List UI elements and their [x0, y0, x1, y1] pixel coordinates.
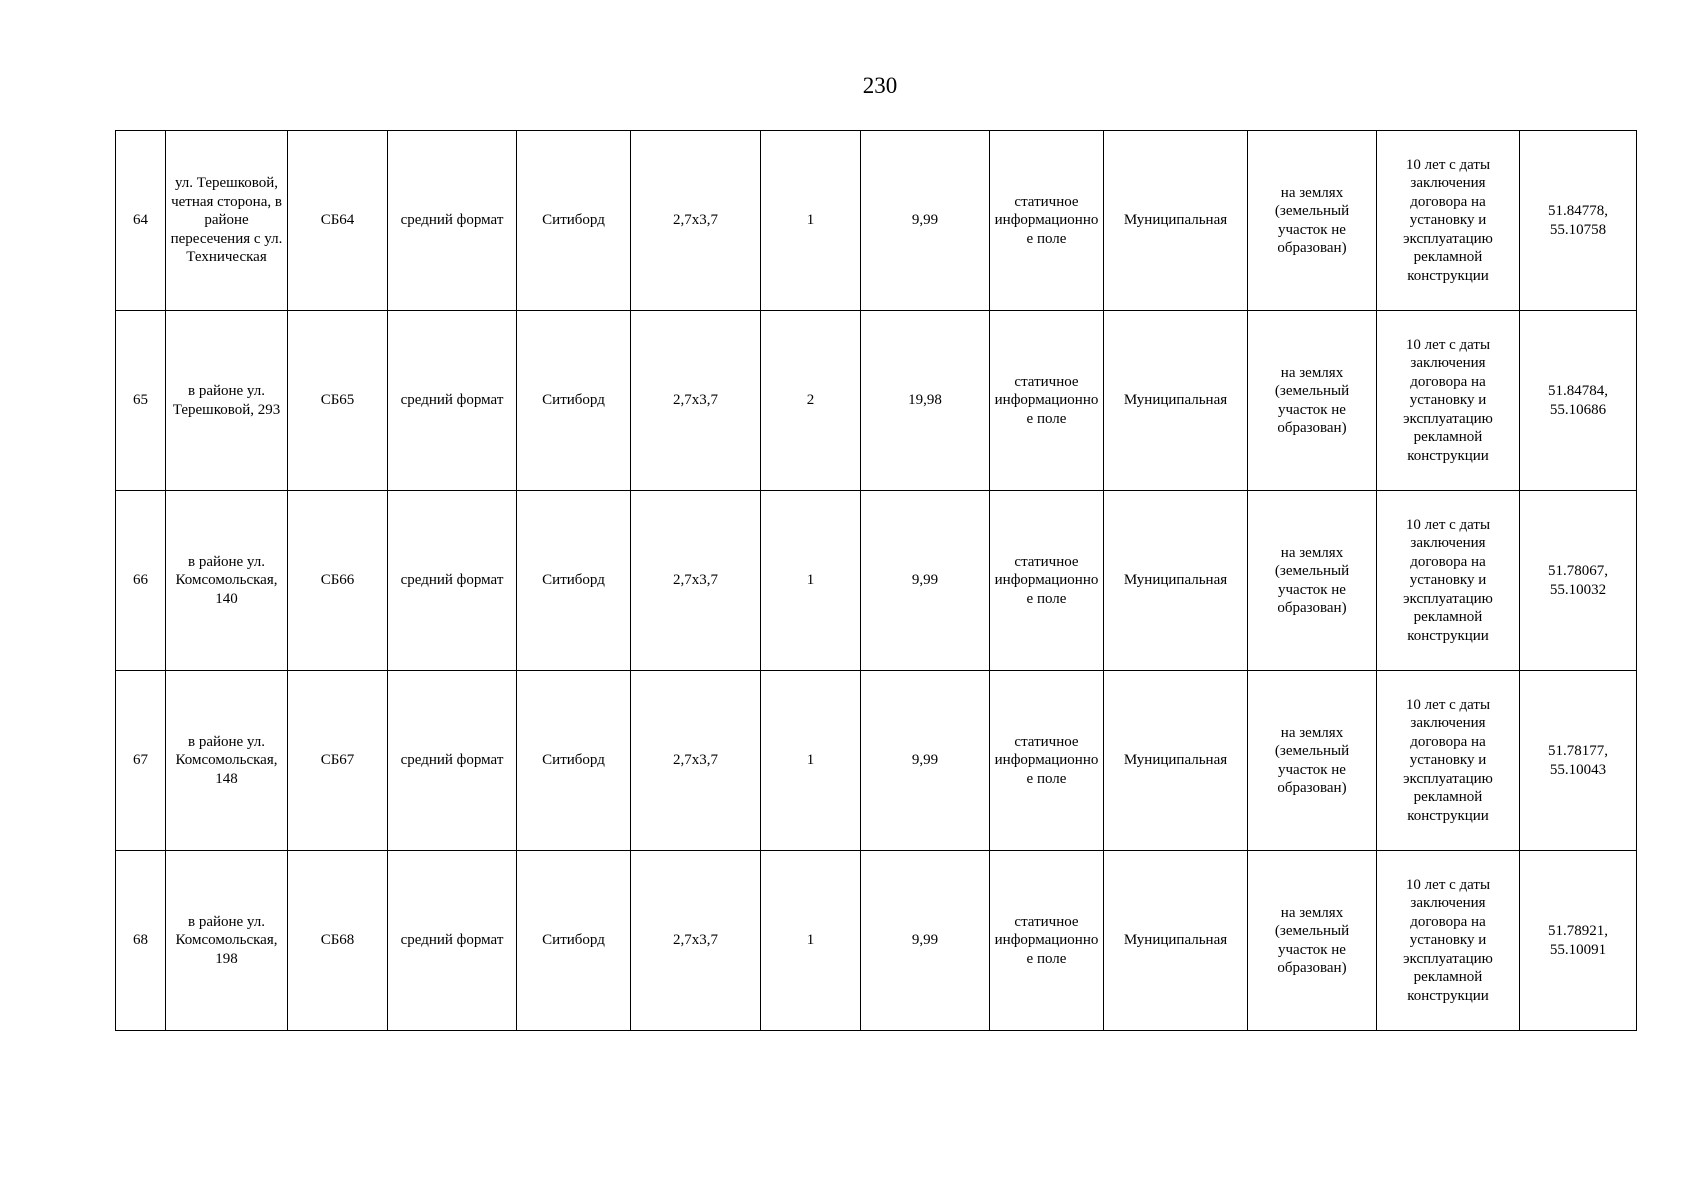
cell-type: Ситиборд [517, 851, 631, 1031]
cell-address: в районе ул. Терешковой, 293 [166, 311, 288, 491]
cell-format: средний формат [388, 131, 517, 311]
cell-land: на землях (земельный участок не образован) [1248, 311, 1377, 491]
cell-sides: 1 [761, 491, 861, 671]
cell-land: на землях (земельный участок не образован) [1248, 131, 1377, 311]
cell-ownership: Муниципальная [1104, 311, 1248, 491]
cell-format: средний формат [388, 671, 517, 851]
cell-coordinates: 51.84784, 55.10686 [1520, 311, 1637, 491]
cell-term: 10 лет с даты заключения договора на установку и эксплуатацию рекламной конструкции [1377, 131, 1520, 311]
cell-type: Ситиборд [517, 311, 631, 491]
cell-size: 2,7x3,7 [631, 311, 761, 491]
cell-number: 67 [116, 671, 166, 851]
cell-address: в районе ул. Комсомольская, 140 [166, 491, 288, 671]
cell-address: в районе ул. Комсомольская, 198 [166, 851, 288, 1031]
cell-code: СБ66 [288, 491, 388, 671]
cell-number: 65 [116, 311, 166, 491]
cell-sides: 1 [761, 131, 861, 311]
cell-type: Ситиборд [517, 491, 631, 671]
cell-ownership: Муниципальная [1104, 851, 1248, 1031]
table-row [116, 671, 1637, 851]
table-row [116, 851, 1637, 1031]
cell-area: 9,99 [861, 131, 990, 311]
cell-land: на землях (земельный участок не образован) [1248, 671, 1377, 851]
cell-code: СБ68 [288, 851, 388, 1031]
cell-coordinates: 51.78067, 55.10032 [1520, 491, 1637, 671]
cell-format: средний формат [388, 851, 517, 1031]
cell-size: 2,7x3,7 [631, 491, 761, 671]
table-row [116, 491, 1637, 671]
cell-coordinates: 51.78177, 55.10043 [1520, 671, 1637, 851]
cell-land: на землях (земельный участок не образован) [1248, 851, 1377, 1031]
cell-field: статичное информационное поле [990, 671, 1104, 851]
advertising-structures-table [115, 130, 1637, 1031]
cell-type: Ситиборд [517, 671, 631, 851]
cell-code: СБ65 [288, 311, 388, 491]
cell-sides: 2 [761, 311, 861, 491]
cell-format: средний формат [388, 311, 517, 491]
cell-ownership: Муниципальная [1104, 671, 1248, 851]
cell-area: 9,99 [861, 491, 990, 671]
cell-area: 9,99 [861, 671, 990, 851]
cell-number: 66 [116, 491, 166, 671]
cell-term: 10 лет с даты заключения договора на установку и эксплуатацию рекламной конструкции [1377, 311, 1520, 491]
cell-sides: 1 [761, 671, 861, 851]
cell-number: 64 [116, 131, 166, 311]
cell-term: 10 лет с даты заключения договора на установку и эксплуатацию рекламной конструкции [1377, 491, 1520, 671]
cell-size: 2,7x3,7 [631, 851, 761, 1031]
cell-term: 10 лет с даты заключения договора на установку и эксплуатацию рекламной конструкции [1377, 851, 1520, 1031]
cell-term: 10 лет с даты заключения договора на установку и эксплуатацию рекламной конструкции [1377, 671, 1520, 851]
cell-field: статичное информационное поле [990, 851, 1104, 1031]
cell-code: СБ67 [288, 671, 388, 851]
cell-number: 68 [116, 851, 166, 1031]
cell-area: 19,98 [861, 311, 990, 491]
cell-coordinates: 51.84778, 55.10758 [1520, 131, 1637, 311]
cell-field: статичное информационное поле [990, 131, 1104, 311]
cell-address: в районе ул. Комсомольская, 148 [166, 671, 288, 851]
cell-coordinates: 51.78921, 55.10091 [1520, 851, 1637, 1031]
cell-area: 9,99 [861, 851, 990, 1031]
cell-land: на землях (земельный участок не образован) [1248, 491, 1377, 671]
cell-size: 2,7x3,7 [631, 131, 761, 311]
cell-type: Ситиборд [517, 131, 631, 311]
table-row [116, 131, 1637, 311]
cell-field: статичное информационное поле [990, 311, 1104, 491]
page-number: 230 [862, 73, 898, 98]
cell-sides: 1 [761, 851, 861, 1031]
cell-field: статичное информационное поле [990, 491, 1104, 671]
cell-code: СБ64 [288, 131, 388, 311]
cell-ownership: Муниципальная [1104, 491, 1248, 671]
table-row [116, 311, 1637, 491]
cell-format: средний формат [388, 491, 517, 671]
cell-address: ул. Терешковой, четная сторона, в районе пересечения с ул. Техническая [166, 131, 288, 311]
cell-size: 2,7x3,7 [631, 671, 761, 851]
cell-ownership: Муниципальная [1104, 131, 1248, 311]
